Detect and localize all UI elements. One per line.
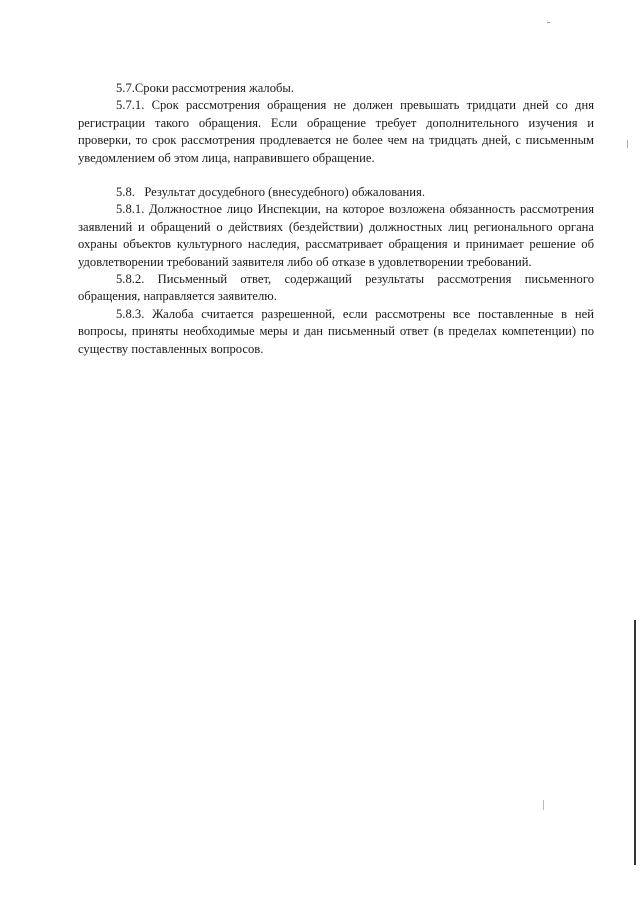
scan-artifact (627, 140, 628, 148)
section-heading-5-8: 5.8. Результат досудебного (внесудебного) обжалования. (116, 185, 425, 200)
scan-artifact (543, 800, 544, 810)
section-heading-5-7: 5.7.Сроки рассмотрения жалобы. (116, 81, 295, 95)
scan-edge-line (634, 620, 636, 865)
document-body (78, 80, 594, 358)
paragraph-gap (78, 167, 594, 184)
paragraph-5-8-2: 5.8.2. Письменный ответ, содержащий результаты рассмотрения письменного обращения, направляется заявителю. (78, 272, 594, 304)
paragraph-5-8-3: 5.8.3. Жалоба считается разрешенной, если рассмотрены все поставленные в ней вопросы, приняты необходимые меры и дан письменный ответ (в пределах компетенции) по существу поставленных вопросов. (78, 306, 594, 356)
paragraph-5-7-1: 5.7.1. Срок рассмотрения обращения не должен превышать тридцати дней со дня регистрации такого обращения. Если обращение требует дополнительного изучения и проверки, то срок рассмотрения продлевается не более чем на тридцать дней, с письменным уведомлением об этом лица, направившего обращение. (78, 98, 594, 165)
scan-artifact (547, 22, 550, 23)
paragraph-5-8-1: 5.8.1. Должностное лицо Инспекции, на которое возложена обязанность рассмотрения заявлений и обращений о действиях (бездействии) должностных лиц регионального органа охраны объектов культурного наследия, рассматривает обращения и принимает решение об удовлетворении требований заявителя либо об отказе в удовлетворении требований. (78, 202, 594, 269)
